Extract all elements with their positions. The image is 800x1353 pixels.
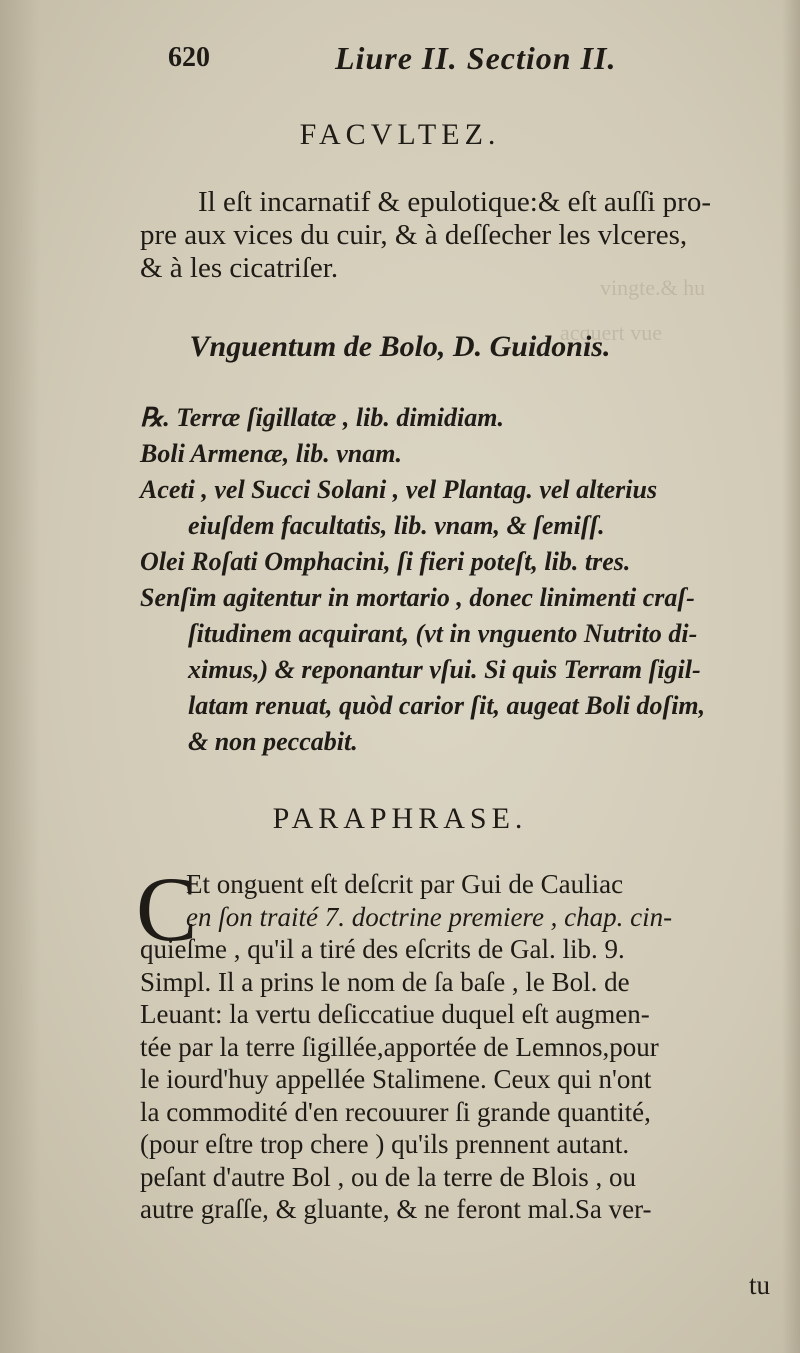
text-line: (pour eſtre trop chere ) qu'ils prennent autant. [140, 1129, 630, 1159]
text-line: la commodité d'en recouurer ſi grande quantité, [140, 1096, 651, 1127]
recipe-line: & non peccabit. [188, 727, 358, 756]
text-line: peſant d'autre Bol , ou de la terre de Blois , ou [140, 1161, 636, 1192]
paraphrase-heading: PARAPHRASE. [272, 802, 528, 835]
recipe-line: Olei Roſati Omphacini, ſi fieri poteſt, lib. tres. [140, 547, 631, 576]
text-line: quieſme , qu'il a tiré des eſcrits de Gal. lib. 9. [140, 934, 625, 964]
text-line: Et onguent eſt deſcrit par Gui de Cauliac [186, 869, 624, 899]
drop-cap: C [136, 858, 198, 960]
text-line: en ſon traité 7. doctrine premiere , chap. cin- [186, 901, 673, 932]
recipe-line: ſitudinem acquirant, (vt in vnguento Nutrito di- [188, 619, 698, 648]
recipe-line: latam renuat, quòd carior ſit, augeat Boli doſim, [188, 691, 706, 720]
page-gutter-shadow [0, 0, 40, 1353]
text-line: Leuant: la vertu deſiccatiue duquel eſt augmen- [140, 999, 650, 1029]
facultez-heading: FACVLTEZ. [299, 118, 501, 151]
recipe-block [140, 400, 790, 760]
recipe-line: Senſim agitentur in mortario , donec linimenti craſ- [140, 583, 695, 612]
recipe-line: ximus,) & reponantur vſui. Si quis Terram ſigil- [188, 655, 701, 684]
page-number: 620 [168, 42, 210, 73]
recipe-line: eiuſdem facultatis, lib. vnam, & ſemiſſ. [188, 511, 605, 540]
text-line: autre graſſe, & gluante, & ne feront mal.Sa ver- [140, 1194, 652, 1224]
text-line: tée par la terre ſigillée,apportée de Lemnos,pour [140, 1031, 659, 1062]
catchword: tu [748, 1270, 770, 1300]
page-header [160, 36, 650, 86]
recipe-line: Boli Armenæ, lib. vnam. [140, 439, 402, 468]
text-line: Il eſt incarnatif & epulotique:& eſt auſſi pro- [198, 186, 711, 218]
text-line: Simpl. Il a prins le nom de ſa baſe , le Bol. de [140, 966, 630, 997]
text-line: le iourd'huy appellée Stalimene. Ceux qui n'ont [140, 1064, 652, 1094]
bleed-through-text: acquert vue [560, 320, 662, 345]
bleed-through-text: vingte.& hu [600, 275, 706, 300]
recipe-title: Vnguentum de Bolo, D. Guidonis. [189, 330, 611, 363]
facultez-paragraph [140, 186, 780, 285]
recipe-line: ℞. Terræ ſigillatæ , lib. dimidiam. [140, 403, 504, 432]
running-title: Liure II. Section II. [335, 40, 617, 76]
text-line: & à les cicatriſer. [140, 252, 339, 284]
recipe-line: Aceti , vel Succi Solani , vel Plantag. vel alterius [140, 475, 658, 504]
paraphrase-paragraph [136, 858, 790, 1226]
text-line: pre aux vices du cuir, & à deſſecher les vlceres, [140, 219, 688, 251]
